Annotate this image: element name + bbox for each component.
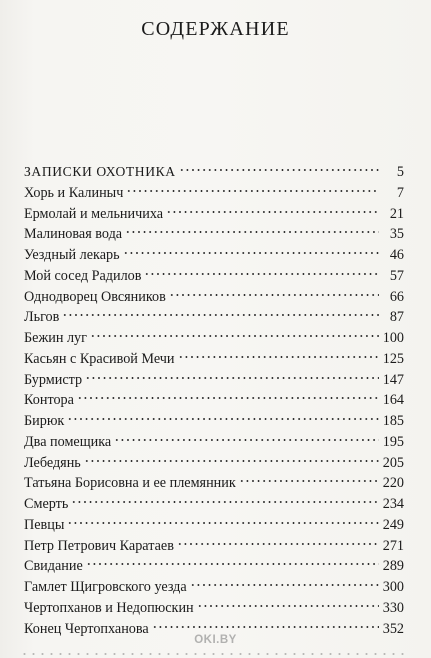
toc-page-number: 125 bbox=[382, 350, 404, 367]
toc-entry bbox=[24, 473, 404, 494]
dot-leader bbox=[125, 230, 379, 234]
dot-leader bbox=[190, 583, 379, 587]
dot-leader bbox=[62, 313, 379, 317]
dot-leader bbox=[179, 168, 379, 172]
toc-entry-title: Касьян с Красивой Мечи bbox=[24, 350, 175, 367]
toc-entry bbox=[24, 183, 404, 204]
toc-entry-title: Льгов bbox=[24, 309, 60, 326]
toc-entry bbox=[24, 349, 404, 370]
toc-entry bbox=[24, 577, 404, 598]
toc-page-number: 164 bbox=[382, 392, 404, 409]
dot-leader bbox=[71, 500, 379, 504]
toc-entry-title: Ермолай и мельничиха bbox=[24, 205, 164, 222]
toc-entry-title: Хорь и Калиныч bbox=[24, 184, 124, 201]
toc-page-number: 289 bbox=[382, 558, 404, 575]
toc-entry-title: Уездный лекарь bbox=[24, 247, 120, 263]
page-title: СОДЕРЖАНИЕ bbox=[141, 18, 290, 40]
toc-entry bbox=[24, 494, 404, 515]
toc-page-number: 57 bbox=[389, 267, 404, 284]
toc-entry bbox=[24, 370, 404, 391]
toc-page-number: 300 bbox=[382, 579, 404, 595]
toc-page-number: 234 bbox=[382, 496, 404, 512]
toc-entry-title: Чертопханов и Недопюскин bbox=[24, 599, 194, 616]
toc-entry bbox=[24, 287, 404, 308]
toc-entry bbox=[24, 245, 404, 266]
dot-leader bbox=[67, 417, 379, 421]
toc-entry-title: Смерть bbox=[24, 496, 69, 512]
toc-page-number: 21 bbox=[389, 205, 404, 222]
dot-leader bbox=[166, 210, 379, 214]
toc-entry-title: Два помещика bbox=[24, 433, 112, 450]
toc-entry bbox=[24, 307, 404, 328]
dot-leader bbox=[126, 189, 379, 193]
toc-page-number: 100 bbox=[382, 330, 404, 346]
toc-entry bbox=[24, 556, 404, 577]
toc-page-number: 249 bbox=[382, 516, 404, 533]
dot-leader bbox=[178, 355, 379, 359]
dot-leader bbox=[77, 396, 379, 400]
toc-entry bbox=[24, 328, 404, 349]
toc-entry-title: Бежин луг bbox=[24, 330, 87, 346]
toc-entry-title: Гамлет Щигровского уезда bbox=[24, 579, 187, 595]
toc-entry bbox=[24, 536, 404, 557]
toc-page-number: 5 bbox=[396, 164, 404, 180]
dot-leader bbox=[239, 479, 379, 483]
toc-page-number: 66 bbox=[389, 288, 404, 305]
toc-entry-title: Петр Петрович Каратаев bbox=[24, 537, 174, 554]
watermark: OKI.BY bbox=[194, 634, 237, 646]
dot-leader bbox=[144, 272, 379, 276]
toc-page-number: 87 bbox=[389, 309, 404, 326]
toc-entry bbox=[24, 204, 404, 225]
toc-entry bbox=[24, 598, 404, 619]
dot-leader bbox=[152, 625, 379, 629]
toc-entry-title: Однодворец Овсяников bbox=[24, 288, 166, 305]
toc-page-number: 352 bbox=[382, 620, 404, 637]
toc-entry-title: Свидание bbox=[24, 558, 83, 575]
toc-entry bbox=[24, 224, 404, 245]
dot-leader bbox=[177, 542, 379, 546]
table-of-contents bbox=[24, 162, 404, 639]
toc-entry-title: Контора bbox=[24, 392, 74, 409]
dot-leader bbox=[114, 438, 379, 442]
toc-entry bbox=[24, 390, 404, 411]
toc-entry bbox=[24, 453, 404, 474]
dot-leader bbox=[197, 604, 379, 608]
toc-page-number: 271 bbox=[382, 537, 404, 554]
dot-leader bbox=[67, 521, 379, 525]
toc-page-number: 220 bbox=[382, 475, 404, 492]
toc-page-number: 185 bbox=[382, 413, 404, 429]
dot-leader bbox=[84, 459, 379, 463]
toc-section-heading bbox=[24, 162, 404, 183]
toc-entry-title: Конец Чертопханова bbox=[24, 620, 149, 637]
toc-page-number: 35 bbox=[389, 226, 404, 243]
toc-entry-title: Певцы bbox=[24, 516, 65, 533]
toc-page-number: 195 bbox=[382, 433, 404, 450]
dot-leader bbox=[85, 376, 379, 380]
toc-entry-title: Мой сосед Радилов bbox=[24, 267, 142, 284]
cut-off-text-line bbox=[20, 651, 410, 657]
toc-entry-title: Бирюк bbox=[24, 413, 65, 429]
toc-entry-title: Татьяна Борисовна и ее племянник bbox=[24, 475, 236, 492]
toc-entry bbox=[24, 515, 404, 536]
dot-leader bbox=[86, 562, 379, 566]
dot-leader bbox=[90, 334, 379, 338]
dot-leader bbox=[169, 293, 379, 297]
toc-entry bbox=[24, 266, 404, 287]
toc-entry bbox=[24, 411, 404, 432]
toc-page-number: 46 bbox=[389, 247, 404, 263]
toc-entry bbox=[24, 432, 404, 453]
toc-page-number: 147 bbox=[382, 371, 404, 388]
toc-page-number: 330 bbox=[382, 599, 404, 616]
toc-page-number: 7 bbox=[396, 184, 404, 201]
toc-page-number: 205 bbox=[382, 454, 404, 471]
toc-entry-title: Лебедянь bbox=[24, 454, 81, 471]
toc-entry-title: Малиновая вода bbox=[24, 226, 123, 243]
toc-entry-title: Бурмистр bbox=[24, 371, 83, 388]
dot-leader bbox=[123, 251, 379, 255]
toc-entry-title: ЗАПИСКИ ОХОТНИКА bbox=[24, 164, 176, 179]
